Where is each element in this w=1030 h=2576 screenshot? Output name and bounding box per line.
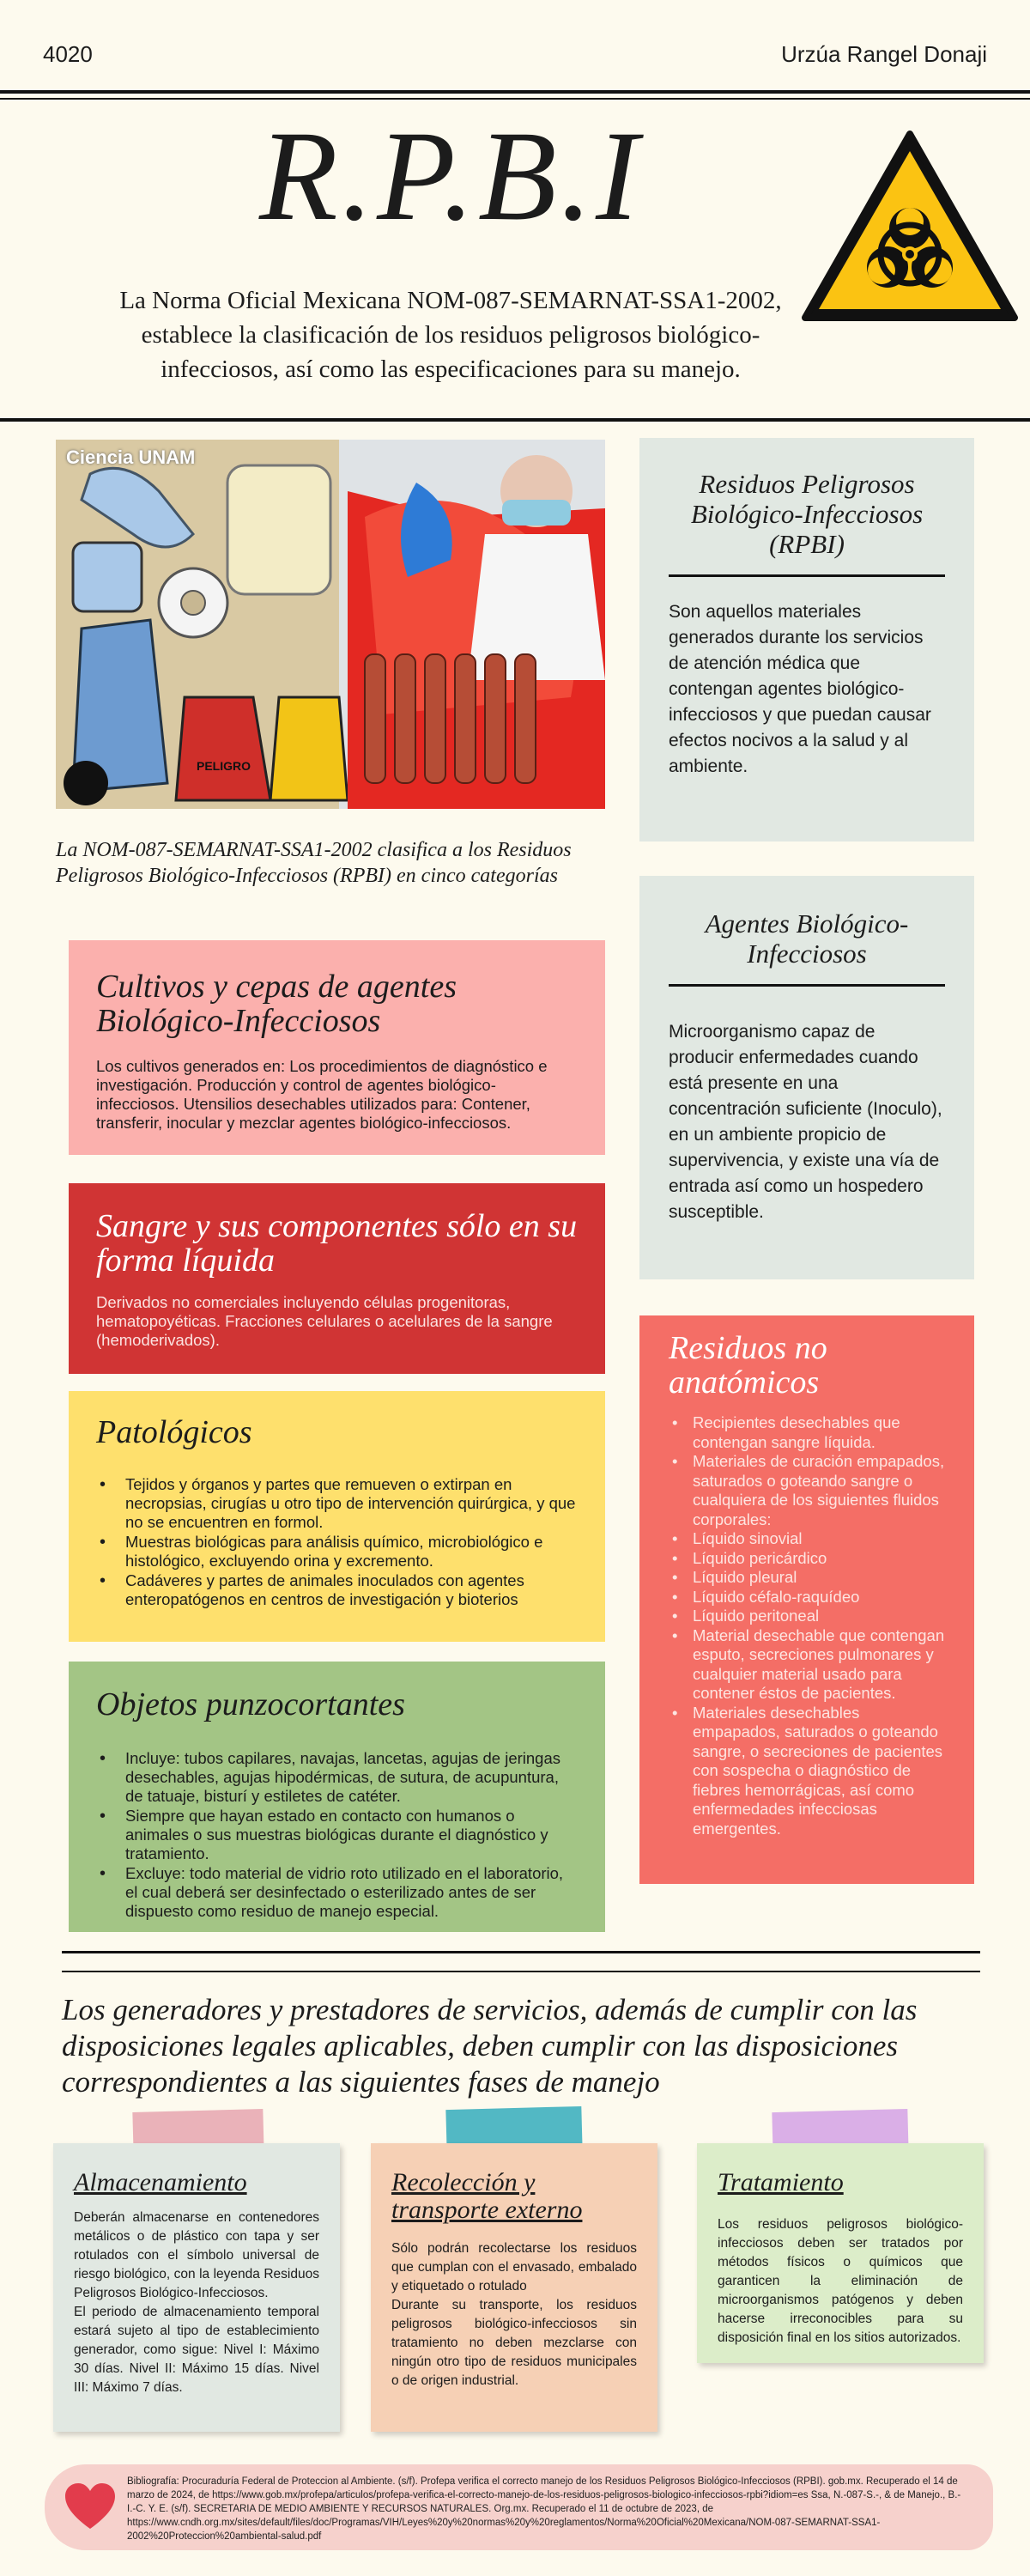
recoleccion-title: Recolección y transporte externo [391, 2168, 583, 2224]
category-no-anatomicos-card [639, 1315, 974, 1884]
no-anatomicos-item: • Material desechable que contengan esputo, secreciones pulmonares y cualquier material usado para contener éstos de pacientes. [669, 1626, 945, 1704]
sangre-body: Derivados no comerciales incluyendo células progenitoras, hematopoyéticas. Fracciones celulares o acelulares de la sangre (hemoderivados). [96, 1293, 553, 1349]
biohazard-icon [798, 127, 1021, 325]
heart-icon [64, 2482, 117, 2531]
no-anatomicos-item: • Materiales de curación empapados, saturados o goteando sangre o cualquiera de los siguientes fluidos corporales: [669, 1452, 945, 1529]
cultivos-body: Los cultivos generados en: Los procedimientos de diagnóstico e investigación. Producción y control de agentes biológico-infecciosos. Utensilios desechables utilizados para: Contener, transferir, inocular y mezclar agentes biológico-infecciosos. [96, 1057, 548, 1132]
rpbi-collage-image [56, 440, 605, 809]
agents-card-body: Microorganismo capaz de producir enfermedades cuando está presente en una concentración suficiente (Inoculo), en un ambiente propicio de supervivencia, y existe una vía de entrada así como un hospedero susceptible. [669, 1022, 942, 1222]
no-anatomicos-item: • Líquido pleural [669, 1568, 945, 1588]
rpbi-card-body: Son aquellos materiales generados durante los servicios de atención médica que contengan agentes biológico-infecciosos y que puedan causar efectos nocivos a la salud y al ambiente. [669, 602, 931, 776]
agents-card-title: Agentes Biológico-Infecciosos [705, 908, 909, 969]
patologicos-item: • Tejidos y órganos y partes que remueven o extirpan en necropsias, cirugías u otro tipo de intervención quirúrgica, y que no se encuentren en formol. [96, 1475, 578, 1532]
category-patologicos-card [69, 1391, 605, 1642]
recoleccion-body: Sólo podrán recolectarse los residuos que cumplan con el envasado, embalado y etiquetado o rotulado [391, 2241, 637, 2293]
no-anatomicos-item: • Materiales desechables empapados, saturados o goteando sangre, o secreciones de pacientes con sospecha o diagnóstico de fiebres hemorrágicas, así como enfermedades infecciosas emergentes. [669, 1704, 945, 1839]
section-rule-thick [62, 1951, 980, 1953]
patologicos-item: • Cadáveres y partes de animales inoculados con agentes enteropatógenos en centros de investigación y bioterios [96, 1571, 578, 1609]
collage-illustration [56, 440, 605, 809]
classification-intro: La NOM-087-SEMARNAT-SSA1-2002 clasifica a los Residuos Peligrosos Biológico-Infecciosos (RPBI) en cinco categorías [56, 839, 572, 887]
almacenamiento-title: Almacenamiento [74, 2168, 247, 2196]
phase-almacenamiento-card [53, 2143, 340, 2432]
bibliography-text: Bibliografía: Procuraduría Federal de Proteccion al Ambiente. (s/f). Profepa verifica el correcto manejo de los Residuos Peligrosos Biológico-Infecciosos (RPBI). gob.mx. Recuperado el 14 de marzo de 2024, de https://www.gob.mx/profepa/articulos/profepa-verifica-el-correcto-manejo-de-los-residuos-peligrosos-biologico-infecciosos-rpbi?idiom=es Ssa, N.-087-S.-, & de Manejo., B.-I.-C. Y. E. (s/f). SECRETARIA DE MEDIO AMBIENTE Y RECURSOS NATURALES. Org.mx. Recuperado el 11 de octubre de 2023, de https://www.cndh.org.mx/sites/default/files/doc/Programas/VIH/Leyes%20y%20normas%20y%20reglamentos/Norma%20Oficial%20Mexicana/NOM-087-SEMARNAT-SSA1-2002%20Proteccion%20ambiental-salud.pdf [127, 2476, 961, 2542]
no-anatomicos-item: • Líquido sinovial [669, 1529, 945, 1549]
intro-paragraph: La Norma Oficial Mexicana NOM-087-SEMARNAT-SSA1-2002, establece la clasificación de los residuos peligrosos biológico-infecciosos, así como las especificaciones para su manejo. [119, 287, 782, 383]
almacenamiento-period: El periodo de almacenamiento temporal estará sujeto al tipo de establecimiento generador, como sigue: Nivel I: Máximo 30 días. Nivel II: Máximo 15 días. Nivel III: Máximo 7 días. [74, 2305, 319, 2395]
rpbi-card-title: Residuos Peligrosos Biológico-Infecciosos (RPBI) [690, 469, 924, 559]
almacenamiento-body: Deberán almacenarse en contenedores metálicos o de plástico con tapa y ser rotulados con el símbolo universal de riesgo biológico, con la leyenda Residuos Peligrosos Biológico-Infecciosos. [74, 2210, 319, 2300]
category-punzocortantes-card [69, 1662, 605, 1932]
phase-recoleccion-card [371, 2143, 657, 2432]
cultivos-title: Cultivos y cepas de agentes Biológico-Infecciosos [96, 969, 457, 1039]
tratamiento-body: Los residuos peligrosos biológico-infecciosos deben ser tratados por métodos físicos o químicos que garanticen la eliminación de microorganismos patógenos y deben hacerse irreconocibles para su disposición final en los sitios autorizados. [718, 2217, 963, 2345]
intro-rule [0, 418, 1030, 422]
no-anatomicos-list [669, 1413, 945, 1838]
header-rule-thin [0, 98, 1030, 100]
punzo-title: Objetos punzocortantes [96, 1686, 405, 1722]
patologicos-title: Patológicos [96, 1414, 252, 1450]
author-name: Urzúa Rangel Donaji [781, 41, 987, 67]
punzo-item: • Incluye: tubos capilares, navajas, lancetas, agujas de jeringas desechables, agujas hipodérmicas, de sutura, de acupuntura, de tatuaje, bisturí y estiletes de catéter. [96, 1749, 578, 1806]
no-anatomicos-item: • Recipientes desechables que contengan sangre líquida. [669, 1413, 945, 1452]
category-sangre-card [69, 1183, 605, 1374]
phase-tratamiento-card [697, 2143, 984, 2363]
punzo-item: • Excluye: todo material de vidrio roto utilizado en el laboratorio, el cual deberá ser desinfectado o esterilizado antes de ser dispuesto como residuo de manejo especial. [96, 1864, 578, 1921]
patologicos-list [96, 1475, 578, 1609]
sangre-title: Sangre y sus componentes sólo en su forma líquida [96, 1208, 578, 1279]
agents-card-rule [669, 984, 945, 987]
section-rule-thin [62, 1971, 980, 1972]
patologicos-item: • Muestras biológicas para análisis químico, microbiológico e histológico, excluyendo orina y excremento. [96, 1533, 578, 1571]
header-rule-thick [0, 90, 1030, 94]
rpbi-card-rule [669, 574, 945, 577]
rpbi-definition-card [639, 438, 974, 841]
agents-definition-card [639, 876, 974, 1279]
category-cultivos-card [69, 940, 605, 1155]
main-title: R.P.B.I [259, 105, 642, 247]
punzo-list [96, 1749, 578, 1921]
no-anatomicos-title: Residuos no anatómicos [669, 1330, 827, 1400]
punzo-item: • Siempre que hayan estado en contacto con humanos o animales o sus muestras biológicas durante el diagnóstico y tratamiento. [96, 1807, 578, 1863]
bibliography-box [45, 2464, 993, 2550]
generators-heading: Los generadores y prestadores de servicios, además de cumplir con las disposiciones legales aplicables, deben cumplir con las disposiciones correspondientes a las siguientes fases de manejo [62, 1993, 918, 2099]
tratamiento-title: Tratamiento [718, 2168, 844, 2196]
recoleccion-transport: Durante su transporte, los residuos peligrosos biológico-infecciosos sin tratamiento no deben mezclarse con ningún otro tipo de residuos municipales o de origen industrial. [391, 2298, 637, 2388]
bag-label: PELIGRO [197, 759, 251, 773]
document-code: 4020 [43, 41, 93, 67]
photo-credit: Ciencia UNAM [66, 447, 196, 468]
no-anatomicos-item: • Líquido céfalo-raquídeo [669, 1588, 945, 1607]
no-anatomicos-item: • Líquido peritoneal [669, 1607, 945, 1626]
no-anatomicos-item: • Líquido pericárdico [669, 1549, 945, 1569]
